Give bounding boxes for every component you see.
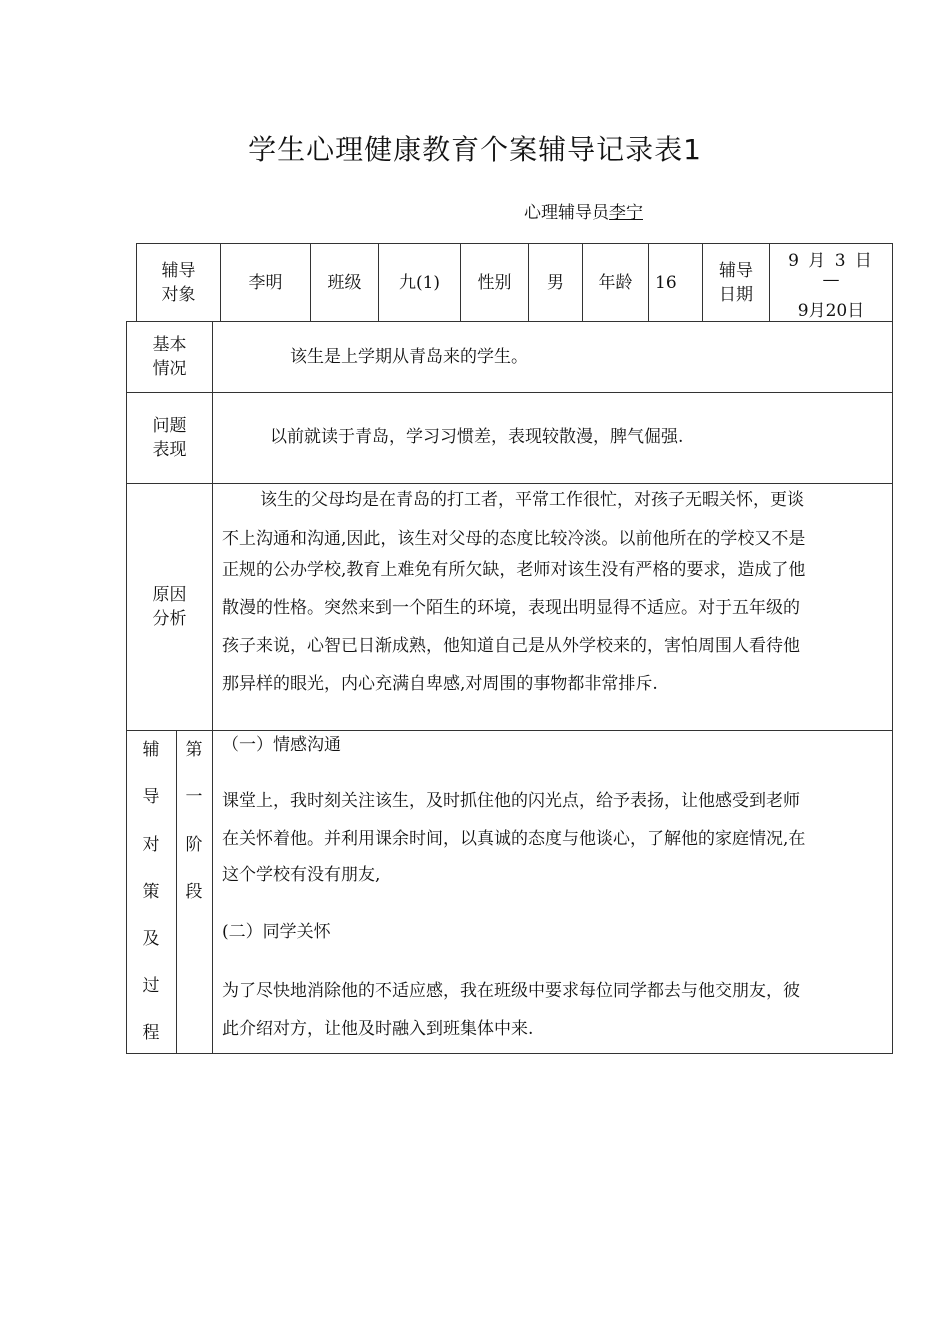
strategy-label-char: 对 xyxy=(142,835,160,855)
stage-label-char: 第 xyxy=(185,740,203,760)
stage-label-char: 阶 xyxy=(185,835,203,855)
stage-label-char: 一 xyxy=(185,787,203,807)
class-value: 九(1) xyxy=(398,272,441,293)
date-start: 9 月 3 日 xyxy=(788,251,874,271)
strategy-label-char: 过 xyxy=(142,976,160,996)
cause-line: 正规的公办学校,教育上难免有所欠缺，老师对该生没有严格的要求，造成了他 xyxy=(222,560,806,580)
strategy-line: 课堂上，我时刻关注该生，及时抓住他的闪光点，给予表扬，让他感受到老师 xyxy=(222,791,800,811)
strategy-label-char: 辅 xyxy=(142,740,160,760)
strategy-line: 在关怀着他。并利用课余时间，以真诚的态度与他谈心，了解他的家庭情况,在 xyxy=(222,829,806,849)
problem-text: 以前就读于青岛，学习习惯差，表现较散漫，脾气倔强. xyxy=(270,427,684,447)
cause-label: 原因 分析 xyxy=(152,585,187,629)
table-border xyxy=(892,243,893,1054)
strategy-label-char: 策 xyxy=(142,882,160,902)
counselor-line xyxy=(524,198,643,223)
age-value: 16 xyxy=(655,272,677,293)
gender-label: 性别 xyxy=(477,272,512,293)
counselor-label: 心理辅导员 xyxy=(524,203,609,223)
subject-label: 辅导 对象 xyxy=(161,260,196,305)
cause-line: 散漫的性格。突然来到一个陌生的环境，表现出明显得不适应。对于五年级的 xyxy=(222,598,800,618)
strategy-line: 为了尽快地消除他的不适应感，我在班级中要求每位同学都去与他交朋友，彼 xyxy=(222,981,800,1001)
class-label: 班级 xyxy=(327,272,362,293)
strategy-label-char: 及 xyxy=(142,929,160,949)
table-border xyxy=(648,243,649,322)
gender-value: 男 xyxy=(547,272,564,293)
basic-label: 基本 情况 xyxy=(152,335,187,379)
basic-text: 该生是上学期从青岛来的学生。 xyxy=(290,347,528,367)
strategy-line: 这个学校有没有朋友, xyxy=(222,865,381,885)
student-name: 李明 xyxy=(248,272,283,293)
cause-line: 该生的父母均是在青岛的打工者，平常工作很忙，对孩子无暇关怀，更谈 xyxy=(260,490,804,510)
table-border xyxy=(176,730,177,1054)
cause-line: 孩子来说，心智已日渐成熟，他知道自己是从外学校来的，害怕周围人看待他 xyxy=(222,636,800,656)
strategy-label-char: 程 xyxy=(142,1023,160,1043)
strategy-heading: (二）同学关怀 xyxy=(222,922,331,942)
strategy-label-char: 导 xyxy=(142,787,160,807)
age-label: 年龄 xyxy=(598,272,633,293)
date-end: 9月20日 xyxy=(797,301,865,321)
cause-line: 不上沟通和沟通,因此，该生对父母的态度比较冷淡。以前他所在的学校又不是 xyxy=(222,529,806,549)
table-border xyxy=(126,1053,893,1054)
stage-label-char: 段 xyxy=(185,882,203,902)
table-border xyxy=(212,321,213,1054)
strategy-heading: （一）情感沟通 xyxy=(222,735,341,755)
counselor-name: 李宁 xyxy=(609,203,643,223)
table-border xyxy=(126,392,893,393)
cause-line: 那异样的眼光，内心充满自卑感,对周围的事物都非常排斥. xyxy=(222,674,658,694)
problem-label: 问题 表现 xyxy=(152,416,187,460)
table-border xyxy=(126,321,893,322)
strategy-line: 此介绍对方，让他及时融入到班集体中来. xyxy=(222,1019,534,1039)
page-title: 学生心理健康教育个案辅导记录表1 xyxy=(248,133,702,166)
date-label: 辅导 日期 xyxy=(719,260,753,305)
date-dash: — xyxy=(822,270,840,290)
date-range xyxy=(770,244,892,321)
